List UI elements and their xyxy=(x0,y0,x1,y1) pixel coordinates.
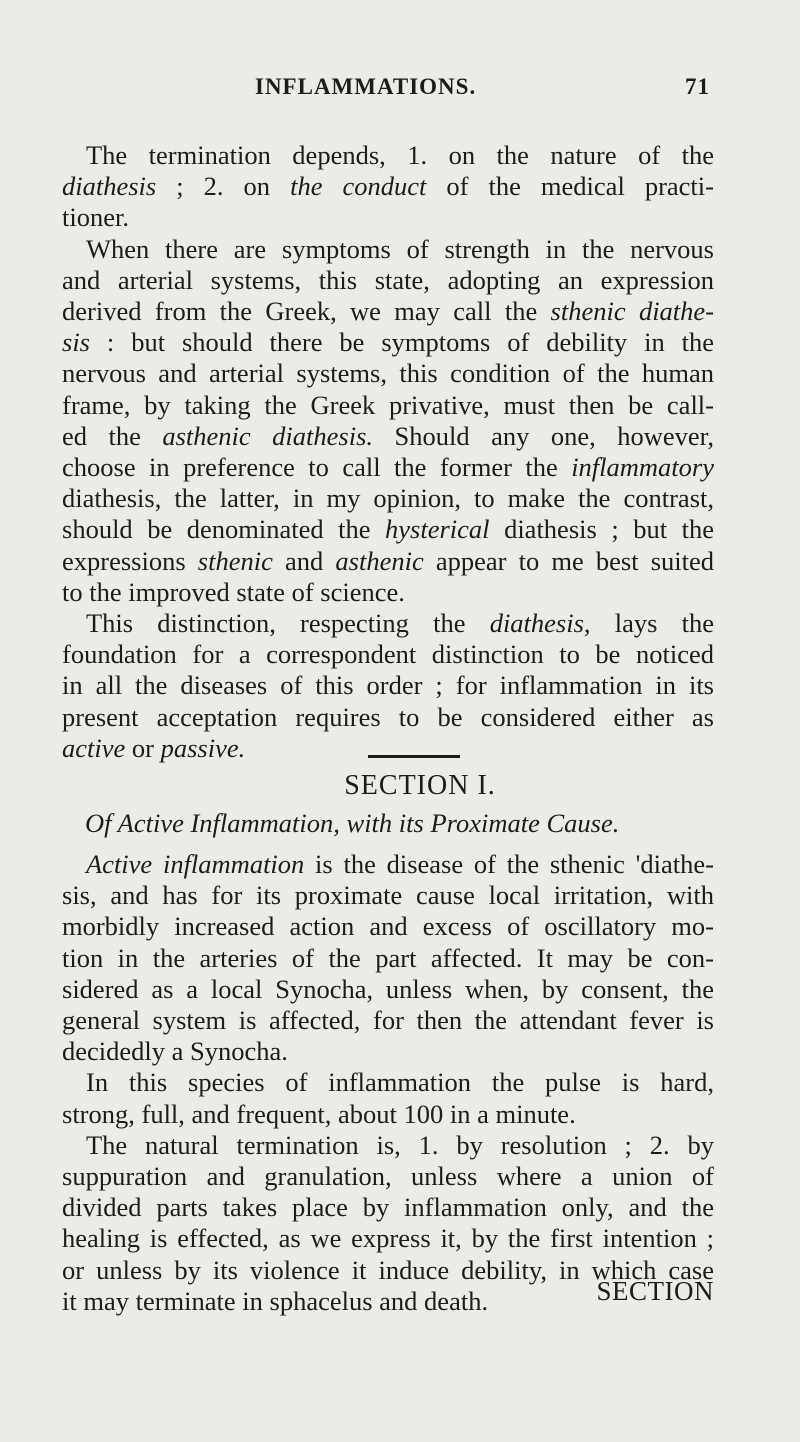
section-subheading: Of Active Inflammation, with its Proximate Cause. xyxy=(85,808,620,838)
text-line: divided parts takes place by inflammation only, and the xyxy=(62,1192,714,1223)
text-line: The termination depends, 1. on the nature of the xyxy=(86,140,714,170)
text-line: sidered as a local Synocha, unless when, by consent, the xyxy=(62,973,714,1004)
italic-text: Active inflammation xyxy=(86,849,305,879)
text-line: should be denominated the hysterical diathesis ; but the xyxy=(62,514,714,545)
text-line: it may terminate in sphacelus and death. xyxy=(62,1285,489,1316)
text-line: morbidly increased action and excess of oscillatory mo- xyxy=(62,911,714,942)
paragraph xyxy=(62,140,714,234)
text-line: derived from the Greek, we may call the sthenic diathe- xyxy=(62,296,715,327)
italic-text: passive. xyxy=(160,732,246,763)
text-line: foundation for a correspondent distinction to be noticed xyxy=(62,639,714,670)
italic-text: diathesis xyxy=(62,171,157,202)
section-rule xyxy=(368,755,460,758)
italic-text: sthenic diathe- xyxy=(550,296,715,327)
text-line: healing is effected, as we express it, by the first intention ; xyxy=(62,1223,714,1254)
text-line: and arterial systems, this state, adopting an expression xyxy=(62,264,714,295)
body-text-upper xyxy=(62,140,714,764)
text-line: diathesis ; 2. on the conduct of the medical practi- xyxy=(62,171,714,202)
text-line: or unless by its violence it induce debility, in which case xyxy=(62,1254,714,1285)
text-line: tioner. xyxy=(62,202,129,233)
text-line: decidedly a Synocha. xyxy=(62,1036,288,1067)
text-line: frame, by taking the Greek privative, must then be call- xyxy=(62,389,714,420)
page-number: 71 xyxy=(685,74,710,99)
italic-text: sis xyxy=(62,327,90,358)
italic-text: active xyxy=(62,732,126,763)
italic-text: asthenic diathesis. xyxy=(162,420,374,451)
text-line: When there are symptoms of strength in the nervous xyxy=(86,233,714,264)
text-line: In this species of inflammation the pulse is hard, xyxy=(86,1067,714,1098)
text-line: expressions sthenic and asthenic appear to me best suited xyxy=(62,545,714,576)
text-line: nervous and arterial systems, this condition of the human xyxy=(62,358,714,389)
section-heading: SECTION I. xyxy=(344,770,496,801)
paragraph xyxy=(62,608,714,764)
text-line: tion in the arteries of the part affected. It may be con- xyxy=(62,942,714,973)
italic-text: hysterical xyxy=(385,514,490,545)
italic-text: the conduct xyxy=(290,171,427,202)
text-line: ed the asthenic diathesis. Should any one, however, xyxy=(62,420,714,451)
text-line: diathesis, the latter, in my opinion, to make the contrast, xyxy=(62,483,714,514)
paragraph xyxy=(62,234,714,608)
text-line: in all the diseases of this order ; for inflammation in its xyxy=(62,670,714,701)
italic-text: sthenic xyxy=(197,545,273,576)
text-line: sis, and has for its proximate cause local irritation, with xyxy=(62,880,714,911)
text-line: choose in preference to call the former the inflammatory xyxy=(62,452,714,483)
italic-text: diathesis, xyxy=(489,608,591,639)
text-line: to the improved state of science. xyxy=(62,576,405,607)
text-line: present acceptation requires to be considered either as xyxy=(62,701,714,732)
italic-text: inflammatory xyxy=(571,452,714,483)
body-text-lower xyxy=(62,849,714,1317)
paragraph xyxy=(62,849,714,1067)
paragraph xyxy=(62,1067,714,1129)
text-line: active or passive. xyxy=(62,732,246,763)
text-line: This distinction, respecting the diathesis, lays the xyxy=(86,608,714,639)
text-line: The natural termination is, 1. by resolution ; 2. by xyxy=(86,1129,714,1160)
text-line: strong, full, and frequent, about 100 in a minute. xyxy=(62,1098,576,1129)
italic-text: asthenic xyxy=(335,545,424,576)
text-line: suppuration and granulation, unless where a union of xyxy=(62,1161,714,1192)
catchword: SECTION xyxy=(596,1276,714,1306)
text-line: general system is affected, for then the attendant fever is xyxy=(62,1005,714,1036)
text-line: Active inflammation is the disease of the sthenic 'diathe- xyxy=(86,849,714,879)
text-line: sis : but should there be symptoms of debility in the xyxy=(62,327,714,358)
running-title: INFLAMMATIONS. xyxy=(255,74,477,99)
